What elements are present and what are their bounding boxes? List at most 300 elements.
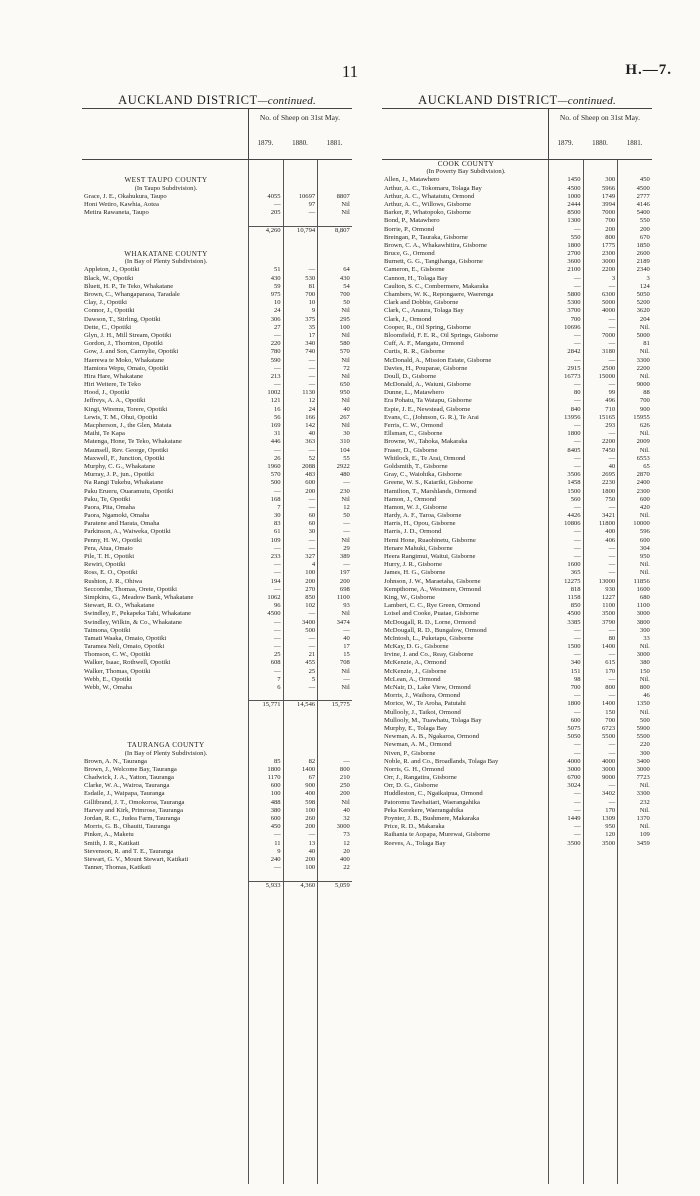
sheep-count-cell: 220: [270, 340, 281, 348]
sheep-count-cell: 2100: [567, 266, 581, 274]
sheep-count-cell: 213: [270, 372, 281, 380]
sheep-count-cell: 615: [605, 659, 616, 667]
table-row: [82, 610, 352, 618]
owner-cell: [82, 168, 248, 176]
sheep-count-cell: [248, 242, 283, 250]
sheep-count-cell: 300: [639, 749, 650, 757]
table-row: [82, 340, 352, 348]
sheep-count-cell: —: [608, 626, 616, 634]
table-row: [382, 397, 652, 405]
sheep-count-cell: 1749: [602, 192, 616, 200]
owner-cell: King, W., Gisborne: [384, 593, 436, 601]
sheep-count-cell: [283, 234, 318, 242]
sheep-count-cell: 6553: [636, 454, 650, 462]
table-row: [382, 307, 652, 315]
sheep-count-cell: [283, 258, 318, 266]
sheep-count-cell: 4426: [567, 512, 581, 520]
table-row: [382, 176, 652, 184]
sheep-count-cell: 88: [643, 389, 650, 397]
table-row: [82, 528, 352, 536]
sheep-count-cell: —: [308, 544, 316, 552]
owner-cell: Whitlock, E., Te Arai, Ormond: [384, 454, 466, 462]
sheep-count-cell: —: [308, 446, 316, 454]
table-row: [382, 831, 652, 839]
table-row: [382, 447, 652, 455]
table-row: [82, 782, 352, 790]
table-row: [382, 234, 652, 242]
table-row: [382, 463, 652, 471]
sheep-count-cell: 2230: [602, 479, 616, 487]
sheep-count-cell: —: [308, 684, 316, 691]
sheep-count-cell: 2200: [602, 266, 616, 274]
table-row: [82, 831, 352, 839]
sheep-count-cell: 2600: [636, 250, 650, 258]
sheep-count-cell: 3000: [567, 765, 581, 773]
owner-cell: McDougall, R. D., Bungalow, Ormond: [384, 626, 487, 634]
sheep-count-cell: 5050: [636, 291, 650, 298]
sheep-count-cell: 1227: [602, 593, 616, 601]
sheep-count-cell: [317, 725, 352, 733]
table-row: [82, 381, 352, 389]
sheep-count-cell: 168: [270, 495, 281, 503]
table-row: [382, 348, 652, 356]
table-row: [82, 594, 352, 602]
sheep-count-cell: 420: [639, 503, 650, 511]
county-total-row: [82, 700, 352, 708]
table-row: [382, 193, 652, 201]
sheep-count-cell: 306: [270, 315, 281, 323]
sheep-count-cell: 10: [308, 299, 316, 307]
sheep-count-cell: 12: [343, 839, 350, 847]
sheep-count-cell: 3800: [636, 618, 650, 626]
table-row: [82, 848, 352, 856]
sheep-count-cell: 99: [608, 389, 616, 397]
owner-cell: Raihania te Aopapa, Murewai, Gisborne: [384, 831, 491, 839]
sheep-count-cell: Nil: [341, 536, 350, 544]
table-row: [382, 242, 652, 250]
owner-cell: Lambert, C. C., Rye Green, Ormond: [384, 602, 481, 610]
owner-cell: Greene, W. S., Kaiariki, Gisborne: [384, 479, 473, 487]
owner-cell: Hamilton, T., Marshlands, Ormond: [384, 487, 477, 495]
sheep-count-cell: —: [574, 340, 581, 348]
owner-cell: Hamon, W. J., Gisborne: [384, 503, 448, 511]
sheep-count-cell: 150: [639, 667, 650, 675]
owner-cell: Clark and Dobbie, Gisborne: [384, 299, 459, 307]
sheep-count-cell: 560: [570, 495, 581, 503]
table-row: [82, 553, 352, 561]
sheep-count-cell: 3500: [602, 839, 616, 847]
owner-cell: McLean, A., Ormond: [384, 675, 441, 683]
sheep-count-cell: 650: [339, 381, 350, 389]
sheep-count-cell: —: [574, 381, 581, 389]
sheep-count-cell: —: [274, 569, 281, 577]
sheep-count-cell: 260: [305, 815, 316, 822]
sheep-count-cell: 33: [643, 634, 650, 642]
sheep-count-cell: 20: [343, 847, 350, 855]
sheep-count-cell: 25: [308, 667, 316, 675]
table-row: [82, 406, 352, 414]
sheep-count-cell: 930: [605, 585, 616, 593]
sheep-count-cell: 10806: [564, 520, 581, 528]
sheep-count-cell: —: [574, 553, 581, 560]
owner-cell: Niven, P., Gisborne: [384, 749, 436, 757]
sheep-count-cell: [317, 234, 352, 242]
table-row: [382, 553, 652, 561]
sheep-count-cell: 700: [605, 716, 616, 724]
owner-cell: Clark, C., Anaura, Tolaga Bay: [384, 307, 464, 315]
sheep-count-cell: 233: [270, 553, 281, 560]
table-row: [82, 447, 352, 455]
table-row: [382, 488, 652, 496]
table-row: [82, 496, 352, 504]
table-row: [82, 578, 352, 586]
sheep-count-cell: 100: [305, 806, 316, 814]
sheep-count-cell: 24: [274, 307, 281, 315]
sheep-count-cell: 194: [270, 577, 281, 585]
owner-cell: [82, 872, 248, 880]
sheep-count-cell: 1300: [567, 217, 581, 225]
table-row: [382, 627, 652, 635]
sheep-count-cell: —: [608, 675, 616, 683]
owner-cell: WEST TAUPO COUNTY: [124, 176, 208, 185]
sheep-count-cell: 52: [308, 454, 316, 462]
owner-cell: Paora, Pita, Omaha: [84, 503, 135, 511]
table-row: [382, 741, 652, 749]
owner-cell: Kempthorne, A., Westmere, Ormond: [384, 585, 481, 593]
sheep-count-cell: 5966: [602, 184, 616, 192]
sheep-count-cell: 250: [339, 782, 350, 790]
table-row: [382, 594, 652, 602]
table-row: [382, 340, 652, 348]
owner-cell: Hardy, A. F., Taroa, Gisborne: [384, 512, 462, 520]
sheep-count-cell: —: [574, 823, 581, 831]
sheep-count-cell: 1800: [567, 241, 581, 249]
sheep-count-cell: —: [343, 528, 350, 536]
owner-cell: (In Poverty Bay Subdivision).: [426, 168, 506, 176]
owner-cell: Loisel and Cooke, Puatae, Gisborne: [384, 610, 479, 618]
sheep-count-cell: [317, 692, 352, 700]
owner-cell: Huddleston, C., Ngaikaipua, Ormond: [384, 790, 483, 798]
spacer-row: [82, 872, 352, 880]
sheep-count-cell: 1158: [567, 593, 581, 601]
table-row: [82, 373, 352, 381]
owner-cell: Kingi, Wiremu, Torere, Opotiki: [84, 405, 168, 413]
county-title: [82, 741, 352, 749]
owner-cell: Webb, W., Omaha: [84, 684, 132, 691]
sheep-count-cell: [248, 234, 283, 242]
owner-cell: Esdaile, J., Waipapa, Tauranga: [84, 790, 165, 798]
owner-cell: Hamon, J., Ormond: [384, 495, 437, 503]
sheep-count-cell: 2695: [602, 471, 616, 479]
table-row: [382, 422, 652, 430]
sheep-count-cell: Nil.: [639, 561, 650, 569]
table-row: [382, 758, 652, 766]
table-row: [382, 700, 652, 708]
sheep-count-cell: 8405: [567, 446, 581, 454]
owner-cell: Haerewa te Moko, Whakatane: [84, 356, 165, 364]
table-row: [82, 332, 352, 340]
sheep-count-cell: 710: [605, 405, 616, 413]
sheep-count-cell: —: [574, 634, 581, 642]
owner-cell: [82, 242, 248, 250]
sheep-count-cell: [248, 750, 283, 758]
sheep-count-cell: 5900: [636, 724, 650, 732]
sheep-count-cell: 4500: [567, 610, 581, 618]
sheep-count-cell: Nil.: [639, 323, 650, 331]
table-row: [382, 455, 652, 463]
sheep-count-cell: 109: [270, 536, 281, 544]
spacer-row: [82, 692, 352, 700]
sheep-count-cell: 9: [311, 307, 316, 315]
sheep-count-cell: 15165: [598, 413, 616, 421]
sheep-count-cell: [583, 160, 618, 168]
sheep-count-cell: 1450: [567, 176, 581, 184]
sheep-count-cell: [317, 741, 352, 749]
owner-cell: Doull, D., Gisborne: [384, 372, 437, 380]
sheep-count-cell: 67: [308, 774, 316, 782]
owner-cell: Maunsell, Rev. George, Opotiki: [84, 446, 169, 454]
sheep-count-cell: 1458: [567, 479, 581, 487]
sheep-count-cell: —: [274, 331, 281, 339]
sheep-count-cell: —: [574, 536, 581, 544]
owner-cell: Mullooly, J., Taikoi, Ormond: [384, 708, 461, 716]
sheep-count-cell: —: [343, 479, 350, 487]
sheep-count-cell: 12: [308, 397, 316, 405]
owner-cell: Hemi Hone, Ruaohinetu, Gisborne: [384, 536, 476, 544]
sheep-count-cell: [248, 258, 283, 266]
owner-cell: Murphy, C. G., Whakatane: [84, 462, 156, 470]
owner-cell: Era Pohatu, Ta Watapu, Gisborne: [384, 397, 472, 405]
sheep-count-cell: 293: [605, 422, 616, 429]
sheep-count-cell: 9: [277, 847, 281, 855]
owner-cell: Ross, E. O., Opotiki: [84, 569, 138, 577]
sheep-count-cell: Nil: [341, 610, 350, 618]
sheep-count-cell: —: [343, 675, 350, 683]
sheep-count-cell: 800: [639, 684, 650, 691]
table-row: [382, 373, 652, 381]
sheep-count-cell: —: [274, 864, 281, 872]
sheep-header: No. of Sheep on 31st May.: [559, 113, 641, 122]
owner-cell: Bond, P., Matawhero: [384, 217, 440, 225]
sheep-count-cell: 204: [639, 315, 650, 323]
table-row: [382, 684, 652, 692]
owner-cell: [82, 226, 248, 234]
sheep-count-cell: 27: [274, 323, 281, 331]
owner-cell: Simpkins, G., Meadow Bank, Whakatane: [84, 593, 194, 601]
table-row: [382, 692, 652, 700]
sheep-count-cell: 900: [639, 405, 650, 413]
sheep-count-cell: 800: [605, 233, 616, 241]
owner-cell: Honi Wetiro, Kawhia, Aotea: [84, 200, 159, 208]
table-row: [382, 651, 652, 659]
owner-cell: McNair, D., Lake View, Ormond: [384, 684, 471, 691]
table-row: [82, 348, 352, 356]
sheep-count-cell: 80: [574, 389, 581, 397]
sheep-count-cell: 570: [339, 348, 350, 356]
sheep-count-cell: 3000: [336, 823, 350, 831]
sheep-count-cell: 5050: [567, 733, 581, 741]
sheep-count-cell: —: [274, 381, 281, 389]
spacer-row: [82, 709, 352, 717]
sheep-count-cell: [317, 242, 352, 250]
sheep-count-cell: [283, 872, 318, 880]
owner-cell: Cannon, H., Tolaga Bay: [384, 274, 448, 282]
sheep-count-cell: 54: [343, 282, 350, 290]
sheep-count-cell: 151: [570, 667, 581, 675]
table-row: [382, 226, 652, 234]
sheep-count-cell: 2300: [602, 250, 616, 258]
owner-cell: Hurry, J. R., Gisborne: [384, 561, 442, 569]
owner-cell: Johnson, J. W., Maraetaha, Gisborne: [384, 577, 481, 585]
sheep-count-cell: 61: [274, 528, 281, 536]
sheep-count-cell: 65: [643, 462, 650, 470]
owner-cell: Tanner, Thomas, Katikati: [84, 864, 151, 872]
sheep-count-cell: 698: [339, 585, 350, 593]
sheep-count-cell: —: [574, 790, 581, 798]
sheep-count-cell: Nil: [341, 331, 350, 339]
sheep-count-cell: 1002: [267, 389, 281, 397]
table-row: [82, 758, 352, 766]
county-subtitle: [382, 168, 652, 176]
county-title: [82, 176, 352, 184]
owner-cell: [82, 717, 248, 725]
owner-cell: Rewiri, Opotiki: [84, 561, 126, 569]
sheep-count-cell: 2009: [636, 438, 650, 446]
sheep-count-cell: 3506: [567, 471, 581, 479]
spacer-row: [82, 717, 352, 725]
sheep-count-cell: [248, 692, 283, 700]
sheep-count-cell: 30: [274, 512, 281, 520]
sheep-count-cell: —: [574, 422, 581, 429]
sheep-count-cell: 1400: [302, 765, 316, 773]
sheep-count-cell: [248, 733, 283, 741]
table-row: [82, 193, 352, 201]
owner-cell: James, H. G., Gisborne: [384, 569, 446, 577]
sheep-count-cell: [283, 750, 318, 758]
sheep-count-cell: —: [574, 397, 581, 405]
owner-cell: Orr, D. G., Gisborne: [384, 782, 439, 790]
table-row: [382, 578, 652, 586]
sheep-count-cell: 3500: [567, 839, 581, 847]
sheep-count-cell: [283, 242, 318, 250]
sheep-count-cell: —: [574, 503, 581, 511]
sheep-count-cell: 500: [305, 626, 316, 634]
table-row: [382, 471, 652, 479]
sheep-count-cell: 56: [274, 413, 281, 421]
sheep-count-cell: Nil.: [639, 806, 650, 814]
owner-cell: Noble, R. and Co., Broadlands, Tolaga Bay: [384, 757, 499, 765]
sheep-count-cell: —: [274, 667, 281, 675]
sheep-count-cell: —: [608, 561, 616, 569]
sheep-count-cell: 608: [270, 659, 281, 667]
sheep-count-cell: —: [308, 831, 316, 839]
sheep-count-cell: 100: [305, 569, 316, 577]
sheep-count-cell: 4500: [567, 184, 581, 192]
sheep-count-cell: —: [308, 536, 316, 544]
sheep-count-cell: 40: [608, 462, 616, 470]
sheep-count-cell: 600: [570, 716, 581, 724]
spacer-row: [82, 168, 352, 176]
sheep-count-cell: [248, 185, 283, 193]
sheep-count-cell: 197: [339, 569, 350, 577]
owner-cell: Grace, J. E., Okahukura, Taupo: [84, 192, 167, 200]
sheep-count-cell: 2400: [636, 479, 650, 487]
owner-cell: [82, 733, 248, 741]
sheep-count-cell: 5500: [602, 733, 616, 741]
sheep-count-cell: 72: [343, 364, 350, 372]
sheep-count-cell: 270: [305, 585, 316, 593]
owner-cell: Irvine, J. and Co., Reay, Gisborne: [384, 651, 474, 659]
sheep-count-cell: 2088: [302, 462, 316, 470]
sheep-count-cell: 406: [605, 536, 616, 544]
owner-cell: Arthur, A. C., Whatatutu, Ormond: [384, 192, 475, 200]
sheep-count-cell: 590: [270, 356, 281, 364]
owner-cell: [82, 725, 248, 733]
sheep-count-cell: 30: [308, 528, 316, 536]
owner-cell: Arthur, A. C., Willows, Gisborne: [384, 200, 472, 208]
owner-cell: Reeves, A., Tolaga Bay: [384, 839, 446, 847]
table-row: [82, 422, 352, 430]
sheep-count-cell: 81: [308, 282, 316, 290]
sheep-count-cell: 700: [339, 291, 350, 298]
owner-cell: Rushton, J. R., Ohiwa: [84, 577, 143, 585]
sheep-count-cell: 950: [605, 823, 616, 831]
sheep-count-cell: 700: [605, 217, 616, 225]
sheep-count-cell: [248, 709, 283, 717]
sheep-count-cell: 3180: [602, 348, 616, 356]
sheep-count-cell: —: [274, 446, 281, 454]
sheep-count-cell: 97: [308, 200, 316, 208]
sheep-count-cell: [283, 717, 318, 725]
owner-cell: Murphy, E., Tolaga Bay: [384, 724, 448, 732]
table-row: [382, 586, 652, 594]
sheep-count-cell: —: [608, 651, 616, 659]
owner-cell: McDougall, R. D., Lorne, Ormond: [384, 618, 476, 626]
sheep-count-cell: —: [574, 708, 581, 716]
sheep-count-cell: 16: [274, 405, 281, 413]
sheep-count-cell: —: [574, 331, 581, 339]
sheep-count-cell: 950: [639, 553, 650, 560]
sheep-count-cell: 121: [270, 397, 281, 405]
sheep-count-cell: —: [574, 528, 581, 536]
owner-cell: TAURANGA COUNTY: [127, 741, 205, 750]
table-row: [82, 291, 352, 299]
owner-cell: Hood, J., Opotiki: [84, 389, 130, 397]
sheep-count-cell: 455: [305, 659, 316, 667]
sheep-count-cell: 2700: [567, 250, 581, 258]
owner-cell: Curtis, R. R., Gisborne: [384, 348, 445, 356]
sheep-count-cell: 2915: [567, 364, 581, 372]
sheep-count-cell: 3: [646, 274, 650, 282]
sheep-count-cell: Nil: [341, 667, 350, 675]
owner-cell: Pile, T. H., Opotiki: [84, 553, 135, 560]
sheep-count-cell: 205: [270, 209, 281, 217]
table-row: [382, 750, 652, 758]
sheep-count-cell: —: [274, 561, 281, 569]
owner-cell: Goldsmith, T., Gisborne: [384, 462, 448, 470]
sheep-count-cell: 50: [343, 512, 350, 520]
sheep-count-cell: 210: [339, 774, 350, 782]
sheep-header: No. of Sheep on 31st May.: [259, 113, 341, 122]
sheep-count-cell: —: [608, 323, 616, 331]
page-number: 11: [341, 62, 359, 81]
sheep-count-cell: —: [574, 831, 581, 839]
sheep-count-cell: Nil.: [639, 675, 650, 683]
table-row: [382, 561, 652, 569]
owner-cell: Gillibrand, J. T., Omokoroa, Tauranga: [84, 798, 185, 806]
sheep-count-cell: 3600: [567, 258, 581, 266]
table-row: [382, 840, 652, 848]
